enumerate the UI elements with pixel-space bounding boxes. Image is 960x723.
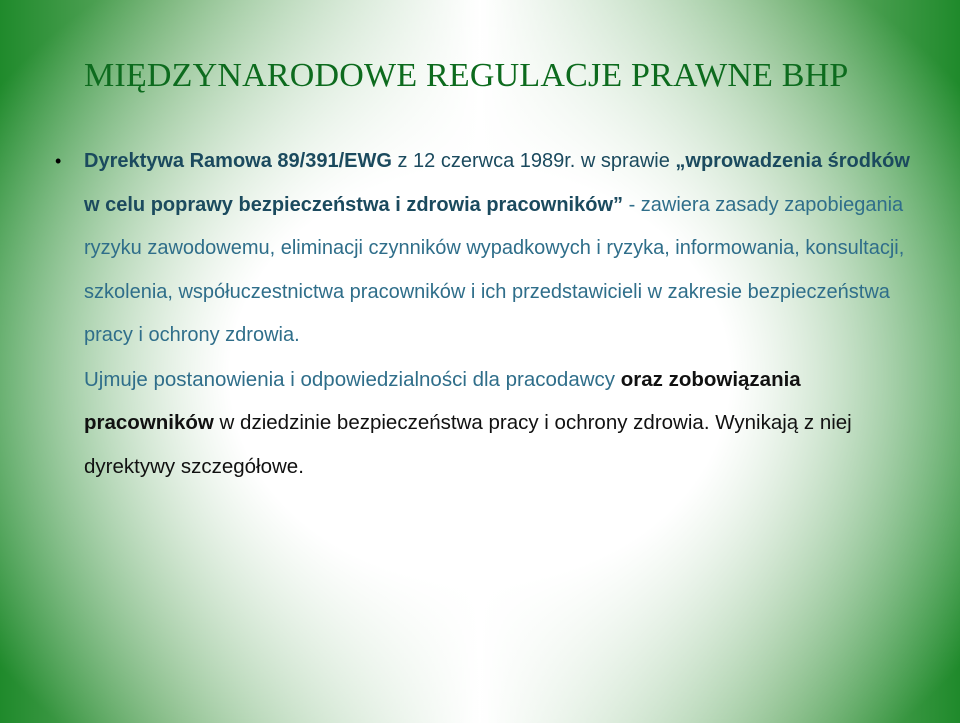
- slide-body: [55, 140, 914, 488]
- directive-subject: „wprowadzenia środków w celu poprawy bezpieczeństwa i zdrowia pracowników”: [84, 150, 910, 216]
- bullet-icon: •: [55, 151, 62, 171]
- directive-date: z 12 czerwca 1989r. w sprawie: [391, 150, 676, 172]
- directive-name: Dyrektywa Ramowa 89/391/EWG: [84, 150, 392, 172]
- paragraph-bold: oraz zobowiązania pracowników: [84, 367, 801, 434]
- bullet-item: [55, 140, 914, 358]
- paragraph-text-1: Ujmuje postanowienia i odpowiedzialności dla pracodawcy: [84, 367, 621, 391]
- paragraph-text-2: w dziedzinie bezpieczeństwa pracy i ochrony zdrowia. Wynikają z niej dyrektywy szczegółowe.: [84, 411, 852, 478]
- slide-title: MIĘDZYNARODOWE REGULACJE PRAWNE BHP: [84, 57, 849, 94]
- paragraph: [84, 358, 914, 489]
- directive-description: - zawiera zasady zapobiegania ryzyku zawodowemu, eliminacji czynników wypadkowych i ryzyka, informowania, konsultacji, szkolenia, współuczestnictwa pracowników i ich przedstawicieli w zakresie bezpieczeństwa pracy i ochrony zdrowia.: [84, 193, 905, 346]
